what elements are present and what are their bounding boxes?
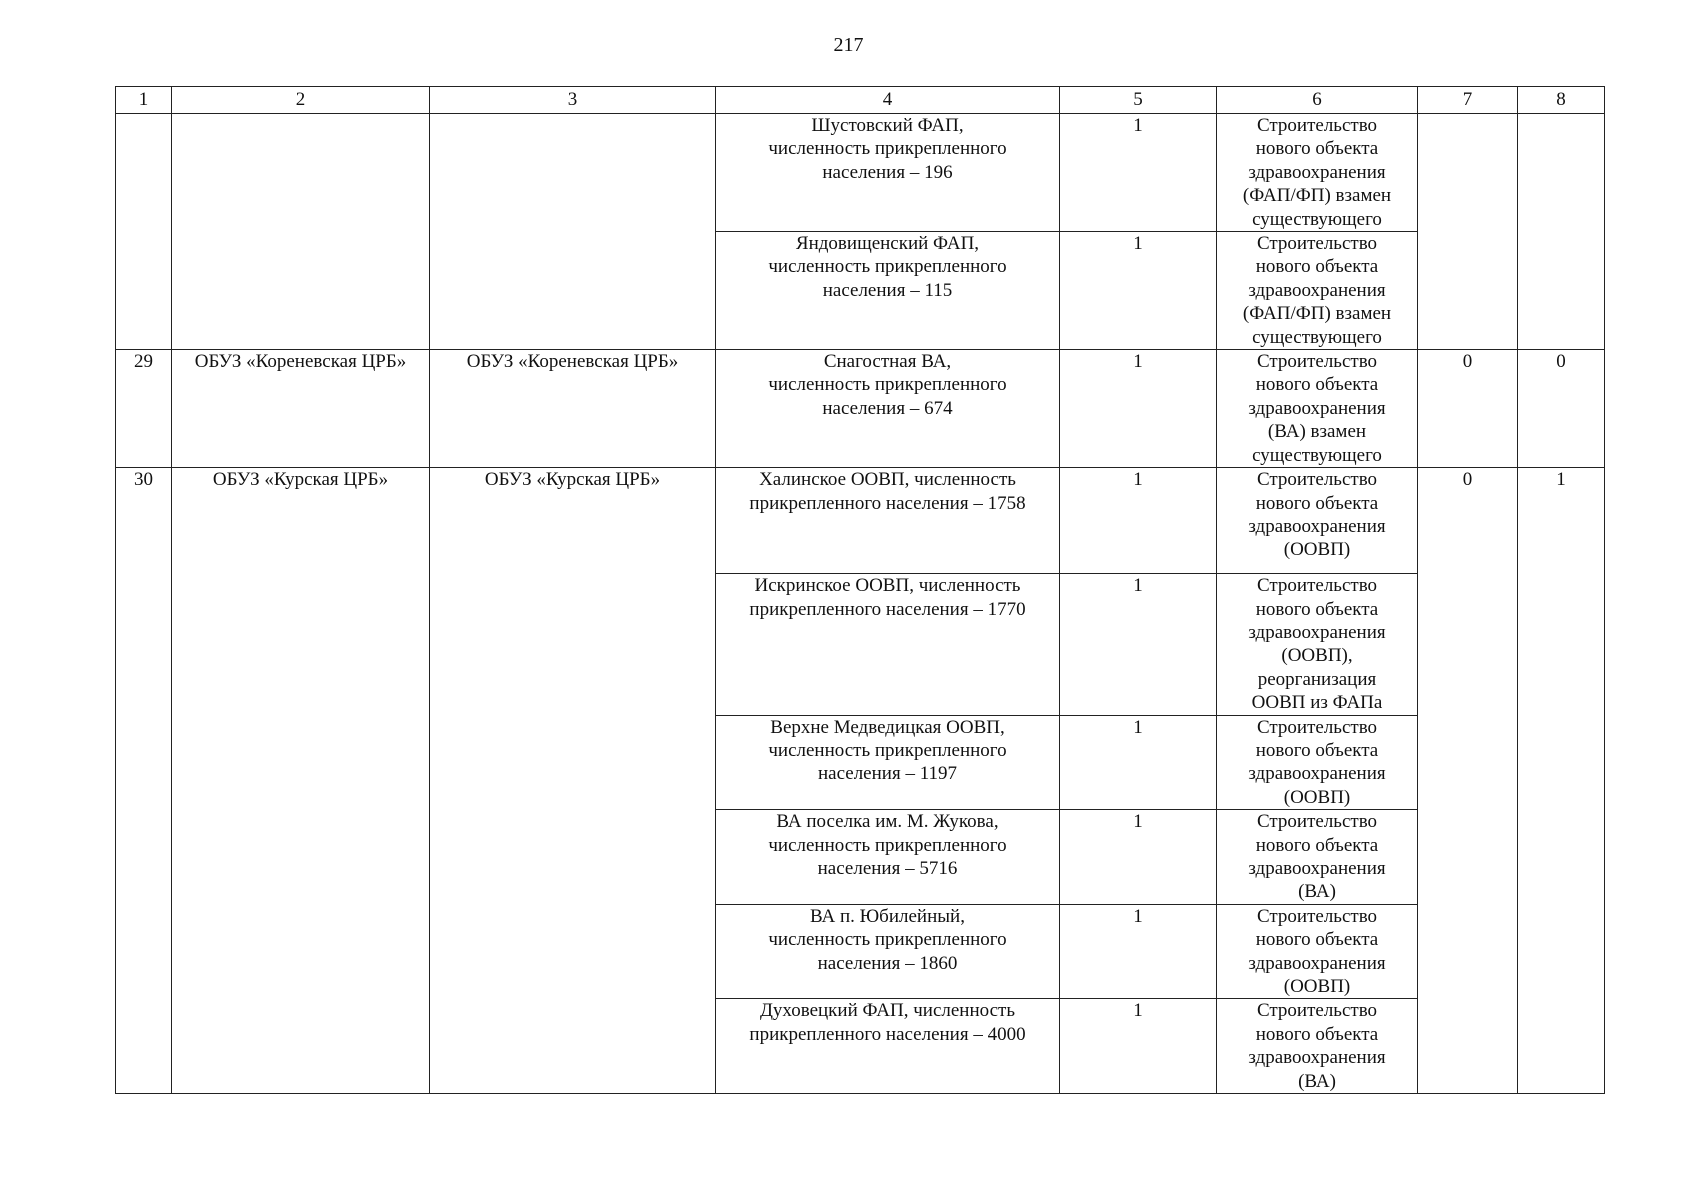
count-text: 1 bbox=[1133, 905, 1143, 927]
count-text: 1 bbox=[1133, 351, 1143, 373]
action-text: Строительство нового объекта здравоохранения (ООВП) bbox=[1248, 905, 1386, 997]
facility-cell bbox=[716, 574, 1060, 715]
count-text: 1 bbox=[1133, 716, 1143, 738]
facility-cell bbox=[716, 810, 1060, 905]
count-cell bbox=[1060, 114, 1217, 232]
col8-cell: 0 bbox=[1518, 350, 1605, 468]
action-text: Строительство нового объекта здравоохранения (ООВП) bbox=[1248, 469, 1386, 561]
col8-cell bbox=[1518, 114, 1605, 350]
action-text: Строительство нового объекта здравоохранения (ФАП/ФП) взамен существующего bbox=[1242, 233, 1392, 348]
facility-cell bbox=[716, 904, 1060, 999]
action-cell bbox=[1217, 114, 1418, 232]
action-text: Строительство нового объекта здравоохранения (ООВП) bbox=[1248, 716, 1386, 808]
column-header: 6 bbox=[1217, 87, 1418, 114]
count-cell bbox=[1060, 904, 1217, 999]
count-cell bbox=[1060, 810, 1217, 905]
organization-cell: ОБУЗ «Кореневская ЦРБ» bbox=[172, 350, 430, 468]
facility-text: Яндовищенский ФАП, численность прикрепленного населения – 115 bbox=[768, 233, 1007, 301]
column-number-header-row bbox=[116, 87, 1605, 114]
table-row bbox=[116, 114, 1605, 232]
row-number-cell: 30 bbox=[116, 468, 172, 1094]
facility-cell bbox=[716, 468, 1060, 574]
facility-text: Верхне Медведицкая ООВП, численность прикрепленного населения – 1197 bbox=[768, 716, 1007, 785]
action-cell bbox=[1217, 350, 1418, 468]
facility-text: Снагостная ВА, численность прикрепленного населения – 674 bbox=[768, 351, 1007, 419]
facility-cell bbox=[716, 350, 1060, 468]
action-cell bbox=[1217, 468, 1418, 574]
facility-text: Халинское ООВП, численность прикрепленного населения – 1758 bbox=[749, 469, 1026, 514]
facility-text: Шустовский ФАП, численность прикрепленного населения – 196 bbox=[768, 115, 1007, 183]
organization-cell bbox=[172, 114, 430, 350]
col7-cell: 0 bbox=[1418, 350, 1518, 468]
action-text: Строительство нового объекта здравоохранения (ВА) bbox=[1248, 1000, 1386, 1092]
facility-cell bbox=[716, 114, 1060, 232]
column-header: 2 bbox=[172, 87, 430, 114]
count-text: 1 bbox=[1133, 233, 1143, 255]
col7-cell: 0 bbox=[1418, 468, 1518, 1094]
count-cell bbox=[1060, 350, 1217, 468]
organization-cell bbox=[430, 114, 716, 350]
facility-text: ВА п. Юбилейный, численность прикрепленного населения – 1860 bbox=[768, 905, 1007, 974]
action-cell bbox=[1217, 232, 1418, 350]
count-cell bbox=[1060, 715, 1217, 810]
action-text: Строительство нового объекта здравоохранения (ВА) bbox=[1248, 811, 1386, 903]
organization-cell: ОБУЗ «Курская ЦРБ» bbox=[172, 468, 430, 1094]
action-cell bbox=[1217, 999, 1418, 1094]
column-header: 4 bbox=[716, 87, 1060, 114]
facility-cell bbox=[716, 999, 1060, 1094]
page-number: 217 bbox=[833, 34, 864, 56]
column-header: 1 bbox=[116, 87, 172, 114]
table-row bbox=[116, 350, 1605, 468]
col7-cell bbox=[1418, 114, 1518, 350]
action-cell bbox=[1217, 715, 1418, 810]
organization-cell: ОБУЗ «Курская ЦРБ» bbox=[430, 468, 716, 1094]
column-header: 3 bbox=[430, 87, 716, 114]
column-header: 8 bbox=[1518, 87, 1605, 114]
row-number-cell: 29 bbox=[116, 350, 172, 468]
column-header: 5 bbox=[1060, 87, 1217, 114]
column-header: 7 bbox=[1418, 87, 1518, 114]
facility-text: Духовецкий ФАП, численность прикрепленного населения – 4000 bbox=[749, 1000, 1026, 1045]
action-cell bbox=[1217, 904, 1418, 999]
action-text: Строительство нового объекта здравоохранения (ООВП), реорганизация ООВП из ФАПа bbox=[1248, 575, 1386, 714]
count-cell bbox=[1060, 232, 1217, 350]
facility-cell bbox=[716, 715, 1060, 810]
count-text: 1 bbox=[1133, 1000, 1143, 1022]
action-cell bbox=[1217, 810, 1418, 905]
col8-cell: 1 bbox=[1518, 468, 1605, 1094]
count-cell bbox=[1060, 574, 1217, 715]
table-row bbox=[116, 468, 1605, 574]
count-text: 1 bbox=[1133, 575, 1143, 597]
count-cell bbox=[1060, 468, 1217, 574]
row-number-cell bbox=[116, 114, 172, 350]
action-text: Строительство нового объекта здравоохранения (ФАП/ФП) взамен существующего bbox=[1242, 115, 1392, 230]
count-cell bbox=[1060, 999, 1217, 1094]
action-text: Строительство нового объекта здравоохранения (ВА) взамен существующего bbox=[1248, 351, 1386, 466]
facility-text: Искринское ООВП, численность прикрепленного населения – 1770 bbox=[749, 575, 1026, 620]
organization-cell: ОБУЗ «Кореневская ЦРБ» bbox=[430, 350, 716, 468]
count-text: 1 bbox=[1133, 115, 1143, 136]
count-text: 1 bbox=[1133, 811, 1143, 833]
action-cell bbox=[1217, 574, 1418, 715]
facility-text: ВА поселка им. М. Жукова, численность прикрепленного населения – 5716 bbox=[768, 811, 1007, 879]
document-table bbox=[115, 86, 1605, 1094]
count-text: 1 bbox=[1133, 469, 1143, 491]
facility-cell bbox=[716, 232, 1060, 350]
